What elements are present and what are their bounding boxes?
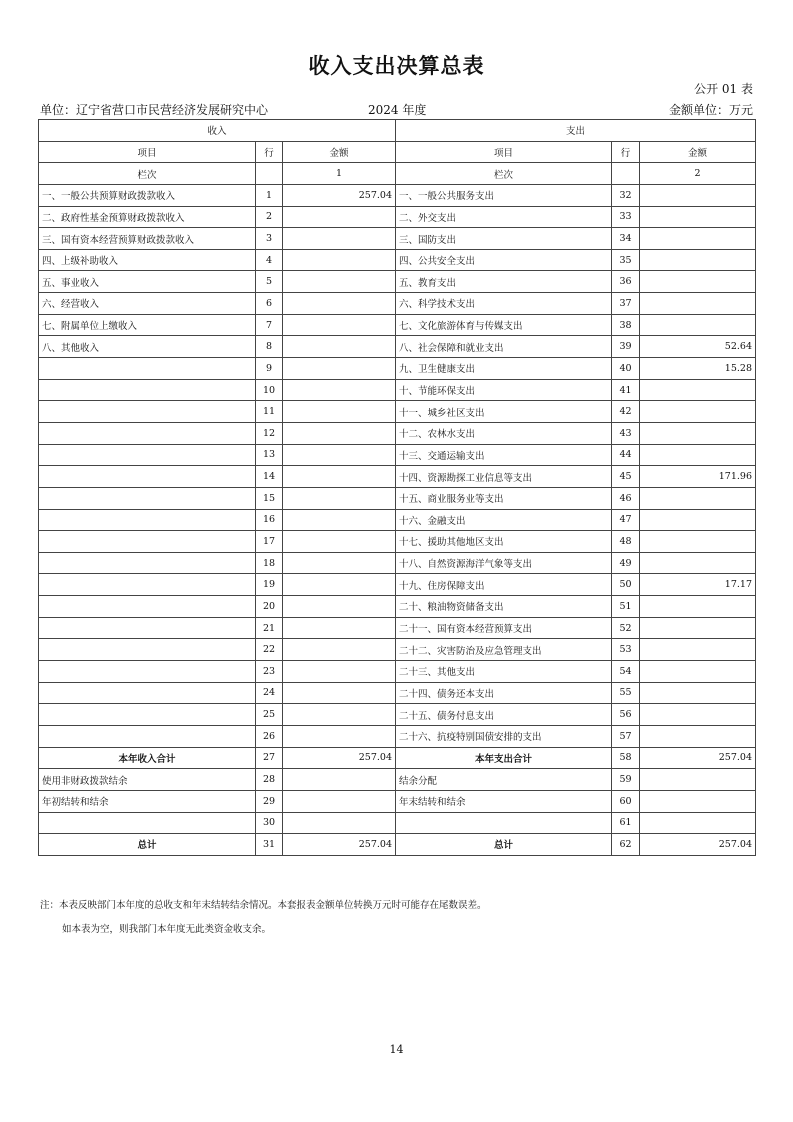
income-item-cell	[39, 466, 256, 488]
expense-item-cell: 十九、住房保障支出	[396, 574, 612, 596]
income-amount-cell: 257.04	[283, 184, 396, 206]
expense-lanci-row-cell	[612, 163, 640, 185]
table-row	[39, 617, 756, 639]
expense-row-number: 44	[612, 444, 640, 466]
expense-item-cell: 结余分配	[396, 769, 612, 791]
expense-row-number: 51	[612, 596, 640, 618]
income-lanci-label: 栏次	[39, 163, 256, 185]
table-row	[39, 834, 756, 856]
expense-row-number: 41	[612, 379, 640, 401]
reporting-unit: 单位：辽宁省营口市民营经济发展研究中心	[40, 103, 269, 117]
expense-item-cell: 十六、金融支出	[396, 509, 612, 531]
expense-row-number: 59	[612, 769, 640, 791]
table-row	[39, 747, 756, 769]
expense-item-cell: 二十四、债务还本支出	[396, 682, 612, 704]
income-item-cell	[39, 552, 256, 574]
expense-row-number: 53	[612, 639, 640, 661]
income-amount-cell	[283, 466, 396, 488]
expense-amount-cell	[640, 401, 756, 423]
income-row-number: 28	[256, 769, 283, 791]
expense-item-cell: 二、外交支出	[396, 206, 612, 228]
income-col-index: 1	[283, 163, 396, 185]
income-row-number: 15	[256, 487, 283, 509]
income-amount-cell	[283, 487, 396, 509]
expense-amount-cell: 257.04	[640, 747, 756, 769]
expense-row-number: 34	[612, 228, 640, 250]
income-amount-cell: 257.04	[283, 747, 396, 769]
income-item-cell	[39, 596, 256, 618]
income-row-number: 13	[256, 444, 283, 466]
expense-item-cell: 八、社会保障和就业支出	[396, 336, 612, 358]
income-item-cell	[39, 639, 256, 661]
income-item-cell: 二、政府性基金预算财政拨款收入	[39, 206, 256, 228]
page-number: 14	[389, 1043, 404, 1056]
expense-item-cell: 十八、自然资源海洋气象等支出	[396, 552, 612, 574]
income-row-number: 27	[256, 747, 283, 769]
expense-amount-cell	[640, 249, 756, 271]
income-item-cell	[39, 509, 256, 531]
income-item-cell	[39, 661, 256, 683]
income-amount-cell	[283, 790, 396, 812]
expense-row-number: 61	[612, 812, 640, 834]
income-amount-cell	[283, 617, 396, 639]
table-row	[39, 812, 756, 834]
income-amount-cell	[283, 271, 396, 293]
expense-amount-cell: 52.64	[640, 336, 756, 358]
expense-row-number: 56	[612, 704, 640, 726]
income-item-cell: 四、上级补助收入	[39, 249, 256, 271]
table-row	[39, 682, 756, 704]
expense-amount-cell	[640, 812, 756, 834]
income-item-cell: 八、其他收入	[39, 336, 256, 358]
income-amount-cell	[283, 769, 396, 791]
expense-row-number: 60	[612, 790, 640, 812]
income-item-cell: 总计	[39, 834, 256, 856]
income-amount-cell	[283, 725, 396, 747]
income-item-cell	[39, 531, 256, 553]
income-row-number: 12	[256, 422, 283, 444]
income-item-cell	[39, 358, 256, 380]
income-item-cell: 五、事业收入	[39, 271, 256, 293]
table-row	[39, 596, 756, 618]
expense-item-cell: 二十二、灾害防治及应急管理支出	[396, 639, 612, 661]
expense-item-cell: 六、科学技术支出	[396, 293, 612, 315]
income-amount-cell	[283, 596, 396, 618]
expense-lanci-label: 栏次	[396, 163, 612, 185]
income-row-number: 1	[256, 184, 283, 206]
expense-item-cell	[396, 812, 612, 834]
income-row-number: 26	[256, 725, 283, 747]
income-expense-table	[38, 119, 756, 856]
table-note-empty: 如本表为空，则我部门本年度无此类资金收支余。	[62, 924, 272, 935]
expense-amount-cell	[640, 682, 756, 704]
expense-item-cell: 七、文化旅游体育与传媒支出	[396, 314, 612, 336]
income-item-cell: 本年收入合计	[39, 747, 256, 769]
expense-item-cell: 十四、资源勘探工业信息等支出	[396, 466, 612, 488]
income-item-cell	[39, 401, 256, 423]
income-amount-cell	[283, 206, 396, 228]
page-title: 收入支出决算总表	[308, 54, 485, 78]
expense-item-cell: 十七、援助其他地区支出	[396, 531, 612, 553]
table-row	[39, 509, 756, 531]
table-row	[39, 401, 756, 423]
income-row-number: 16	[256, 509, 283, 531]
expense-row-number: 42	[612, 401, 640, 423]
table-row	[39, 704, 756, 726]
expense-item-cell: 总计	[396, 834, 612, 856]
expense-amount-cell: 257.04	[640, 834, 756, 856]
expense-amount-cell	[640, 639, 756, 661]
expense-amount-cell	[640, 725, 756, 747]
table-row	[39, 184, 756, 206]
expense-row-number: 32	[612, 184, 640, 206]
income-amount-cell	[283, 574, 396, 596]
income-amount-cell: 257.04	[283, 834, 396, 856]
expense-row-number: 35	[612, 249, 640, 271]
expense-row-number: 33	[612, 206, 640, 228]
income-item-cell	[39, 487, 256, 509]
income-item-cell	[39, 617, 256, 639]
expense-row-number: 62	[612, 834, 640, 856]
expense-row-number: 39	[612, 336, 640, 358]
expense-amount-cell	[640, 206, 756, 228]
income-lanci-row-cell	[256, 163, 283, 185]
income-item-cell	[39, 422, 256, 444]
income-item-cell	[39, 725, 256, 747]
income-amount-cell	[283, 336, 396, 358]
expense-row-number: 45	[612, 466, 640, 488]
income-item-cell: 三、国有资本经营预算财政拨款收入	[39, 228, 256, 250]
expense-amount-cell	[640, 661, 756, 683]
table-row	[39, 379, 756, 401]
expense-item-cell: 二十一、国有资本经营预算支出	[396, 617, 612, 639]
expense-item-cell: 二十五、债务付息支出	[396, 704, 612, 726]
table-row	[39, 790, 756, 812]
expense-row-number: 36	[612, 271, 640, 293]
table-row	[39, 206, 756, 228]
income-row-number: 24	[256, 682, 283, 704]
income-item-cell	[39, 379, 256, 401]
income-item-cell	[39, 444, 256, 466]
income-amount-cell	[283, 812, 396, 834]
expense-row-number: 58	[612, 747, 640, 769]
table-row	[39, 466, 756, 488]
expense-amount-cell	[640, 444, 756, 466]
income-section-header: 收入	[39, 120, 396, 142]
expense-amount-cell	[640, 379, 756, 401]
income-item-cell: 六、经营收入	[39, 293, 256, 315]
income-amount-cell	[283, 314, 396, 336]
income-item-cell	[39, 682, 256, 704]
expense-row-header: 行	[612, 141, 640, 163]
income-row-number: 8	[256, 336, 283, 358]
table-row	[39, 249, 756, 271]
table-note: 注：本表反映部门本年度的总收支和年末结转结余情况。本套报表金额单位转换万元时可能存在尾数误差。	[40, 900, 487, 911]
expense-row-number: 37	[612, 293, 640, 315]
expense-item-cell: 三、国防支出	[396, 228, 612, 250]
expense-amount-cell	[640, 271, 756, 293]
income-row-number: 31	[256, 834, 283, 856]
expense-item-cell: 一、一般公共服务支出	[396, 184, 612, 206]
income-item-cell: 一、一般公共预算财政拨款收入	[39, 184, 256, 206]
column-index-row	[39, 163, 756, 185]
expense-amount-cell	[640, 704, 756, 726]
income-row-number: 4	[256, 249, 283, 271]
income-row-number: 21	[256, 617, 283, 639]
expense-item-cell: 本年支出合计	[396, 747, 612, 769]
income-row-number: 17	[256, 531, 283, 553]
income-row-number: 9	[256, 358, 283, 380]
expense-row-number: 43	[612, 422, 640, 444]
expense-item-cell: 十一、城乡社区支出	[396, 401, 612, 423]
income-row-number: 3	[256, 228, 283, 250]
income-amount-cell	[283, 639, 396, 661]
income-row-number: 23	[256, 661, 283, 683]
expense-row-number: 50	[612, 574, 640, 596]
table-row	[39, 725, 756, 747]
income-row-number: 22	[256, 639, 283, 661]
income-amount-cell	[283, 682, 396, 704]
expense-amount-cell	[640, 531, 756, 553]
report-year: 2024 年度	[368, 103, 427, 117]
table-row	[39, 271, 756, 293]
expense-amount-cell: 15.28	[640, 358, 756, 380]
expense-row-number: 57	[612, 725, 640, 747]
expense-item-cell: 四、公共安全支出	[396, 249, 612, 271]
income-amount-cell	[283, 422, 396, 444]
income-amount-cell	[283, 444, 396, 466]
table-row	[39, 487, 756, 509]
table-row	[39, 444, 756, 466]
table-row	[39, 336, 756, 358]
income-row-number: 25	[256, 704, 283, 726]
expense-item-cell: 九、卫生健康支出	[396, 358, 612, 380]
expense-amount-cell	[640, 790, 756, 812]
table-row	[39, 358, 756, 380]
expense-section-header: 支出	[396, 120, 756, 142]
income-row-number: 6	[256, 293, 283, 315]
expense-amount-cell: 171.96	[640, 466, 756, 488]
expense-row-number: 52	[612, 617, 640, 639]
expense-amount-header: 金额	[640, 141, 756, 163]
income-row-number: 10	[256, 379, 283, 401]
income-item-cell	[39, 812, 256, 834]
expense-item-cell: 十二、农林水支出	[396, 422, 612, 444]
income-amount-cell	[283, 358, 396, 380]
income-amount-cell	[283, 661, 396, 683]
income-row-number: 19	[256, 574, 283, 596]
income-row-number: 29	[256, 790, 283, 812]
expense-row-number: 38	[612, 314, 640, 336]
expense-item-cell: 年末结转和结余	[396, 790, 612, 812]
expense-amount-cell	[640, 422, 756, 444]
expense-amount-cell	[640, 184, 756, 206]
section-header-row	[39, 120, 756, 142]
income-amount-header: 金额	[283, 141, 396, 163]
income-amount-cell	[283, 401, 396, 423]
income-amount-cell	[283, 293, 396, 315]
expense-row-number: 55	[612, 682, 640, 704]
expense-amount-cell	[640, 596, 756, 618]
expense-row-number: 48	[612, 531, 640, 553]
income-item-cell: 七、附属单位上缴收入	[39, 314, 256, 336]
expense-row-number: 54	[612, 661, 640, 683]
income-amount-cell	[283, 704, 396, 726]
income-amount-cell	[283, 379, 396, 401]
income-item-cell: 年初结转和结余	[39, 790, 256, 812]
expense-amount-cell	[640, 293, 756, 315]
income-row-number: 20	[256, 596, 283, 618]
expense-item-cell: 十三、交通运输支出	[396, 444, 612, 466]
table-row	[39, 422, 756, 444]
expense-amount-cell: 17.17	[640, 574, 756, 596]
table-row	[39, 531, 756, 553]
income-row-number: 18	[256, 552, 283, 574]
expense-amount-cell	[640, 552, 756, 574]
expense-col-index: 2	[640, 163, 756, 185]
expense-item-cell: 二十、粮油物资储备支出	[396, 596, 612, 618]
form-number: 公开 01 表	[694, 82, 753, 96]
expense-item-cell: 五、教育支出	[396, 271, 612, 293]
expense-row-number: 47	[612, 509, 640, 531]
expense-amount-cell	[640, 487, 756, 509]
table-row	[39, 769, 756, 791]
expense-item-cell: 二十三、其他支出	[396, 661, 612, 683]
expense-amount-cell	[640, 228, 756, 250]
income-row-number: 14	[256, 466, 283, 488]
expense-row-number: 46	[612, 487, 640, 509]
table-row	[39, 293, 756, 315]
income-row-number: 30	[256, 812, 283, 834]
income-amount-cell	[283, 228, 396, 250]
expense-row-number: 40	[612, 358, 640, 380]
income-row-number: 2	[256, 206, 283, 228]
table-row	[39, 552, 756, 574]
expense-item-cell: 十五、商业服务业等支出	[396, 487, 612, 509]
income-amount-cell	[283, 509, 396, 531]
table-row	[39, 314, 756, 336]
expense-item-cell: 十、节能环保支出	[396, 379, 612, 401]
expense-item-cell: 二十六、抗疫特别国债安排的支出	[396, 725, 612, 747]
table-row	[39, 574, 756, 596]
expense-row-number: 49	[612, 552, 640, 574]
expense-amount-cell	[640, 314, 756, 336]
income-item-header: 项目	[39, 141, 256, 163]
income-row-number: 7	[256, 314, 283, 336]
income-item-cell	[39, 574, 256, 596]
expense-amount-cell	[640, 769, 756, 791]
income-amount-cell	[283, 531, 396, 553]
expense-item-header: 项目	[396, 141, 612, 163]
table-row	[39, 661, 756, 683]
amount-unit: 金额单位：万元	[668, 103, 753, 117]
income-item-cell: 使用非财政拨款结余	[39, 769, 256, 791]
income-row-number: 11	[256, 401, 283, 423]
table-row	[39, 639, 756, 661]
table-row	[39, 228, 756, 250]
income-row-header: 行	[256, 141, 283, 163]
expense-amount-cell	[640, 509, 756, 531]
income-amount-cell	[283, 552, 396, 574]
income-amount-cell	[283, 249, 396, 271]
column-header-row	[39, 141, 756, 163]
expense-amount-cell	[640, 617, 756, 639]
income-row-number: 5	[256, 271, 283, 293]
income-item-cell	[39, 704, 256, 726]
